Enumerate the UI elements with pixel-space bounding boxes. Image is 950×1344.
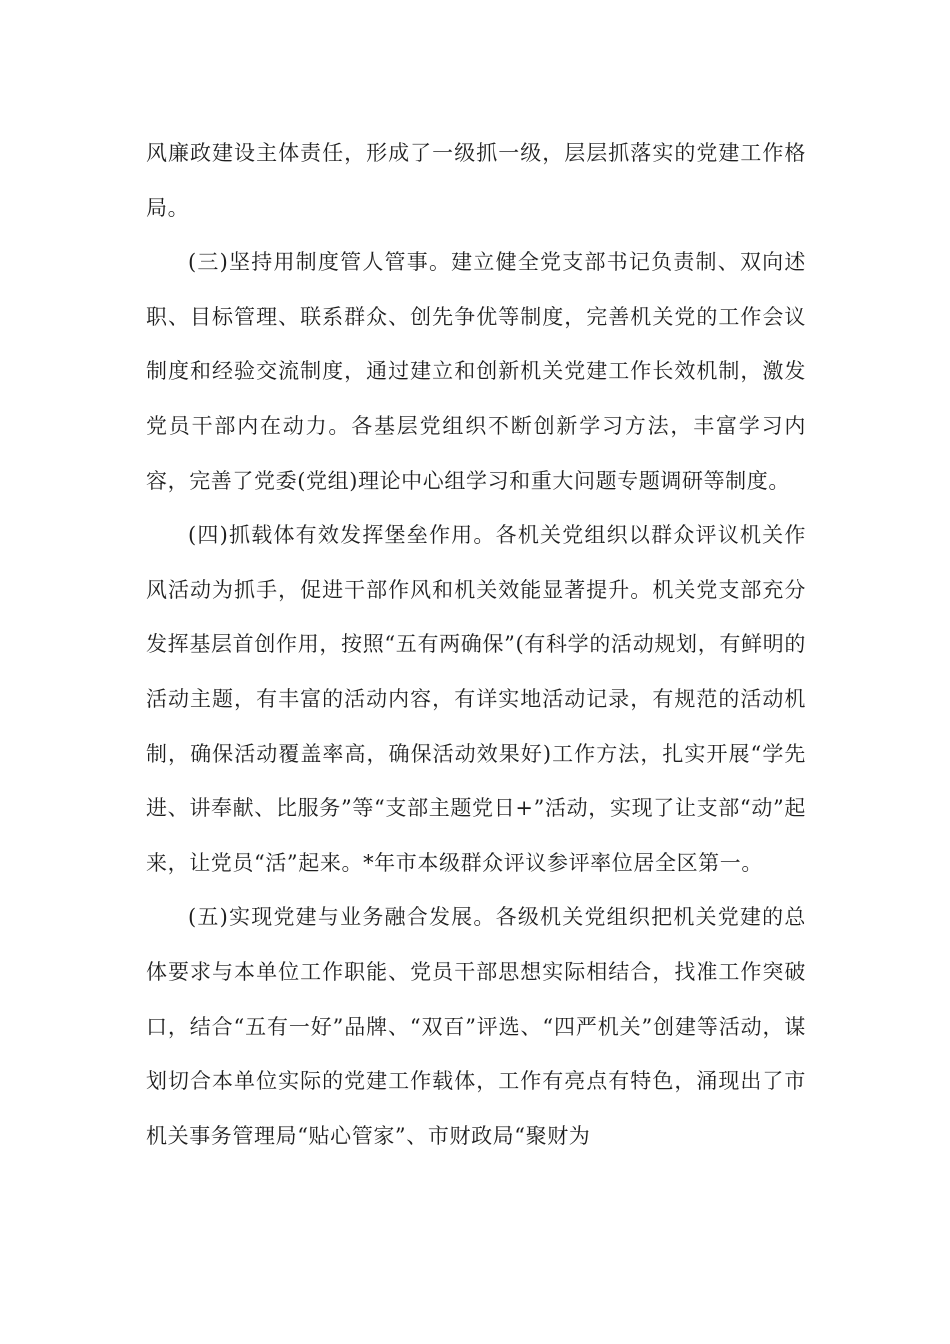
paragraph-continuation: 风廉政建设主体责任，形成了一级抓一级，层层抓落实的党建工作格局。 (146, 141, 806, 220)
document-body (146, 126, 806, 1163)
paragraph-section-5: (五)实现党建与业务融合发展。各级机关党组织把机关党建的总体要求与本单位工作职能、党员干部思想实际相结合，找准工作突破口，结合“五有一好”品牌、“双百”评选、“四严机关”创建等活动，谋划切合本单位实际的党建工作载体，工作有亮点有特色，涌现出了市机关事务管理局“贴心管家”、市财政局“聚财为 (146, 905, 806, 1148)
paragraph-section-3: (三)坚持用制度管人管事。建立健全党支部书记负责制、双向述职、目标管理、联系群众、创先争优等制度，完善机关党的工作会议制度和经验交流制度，通过建立和创新机关党建工作长效机制，激发党员干部内在动力。各基层党组织不断创新学习方法，丰富学习内容，完善了党委(党组)理论中心组学习和重大问题专题调研等制度。 (146, 250, 806, 493)
paragraph-section-4: (四)抓载体有效发挥堡垒作用。各机关党组织以群众评议机关作风活动为抓手，促进干部作风和机关效能显著提升。机关党支部充分发挥基层首创作用，按照“五有两确保”(有科学的活动规划，有鲜明的活动主题，有丰富的活动内容，有详实地活动记录，有规范的活动机制，确保活动覆盖率高，确保活动效果好)工作方法，扎实开展“学先进、讲奉献、比服务”等“支部主题党日+”活动，实现了让支部“动”起来，让党员“活”起来。*年市本级群众评议参评率位居全区第一。 (146, 523, 806, 875)
